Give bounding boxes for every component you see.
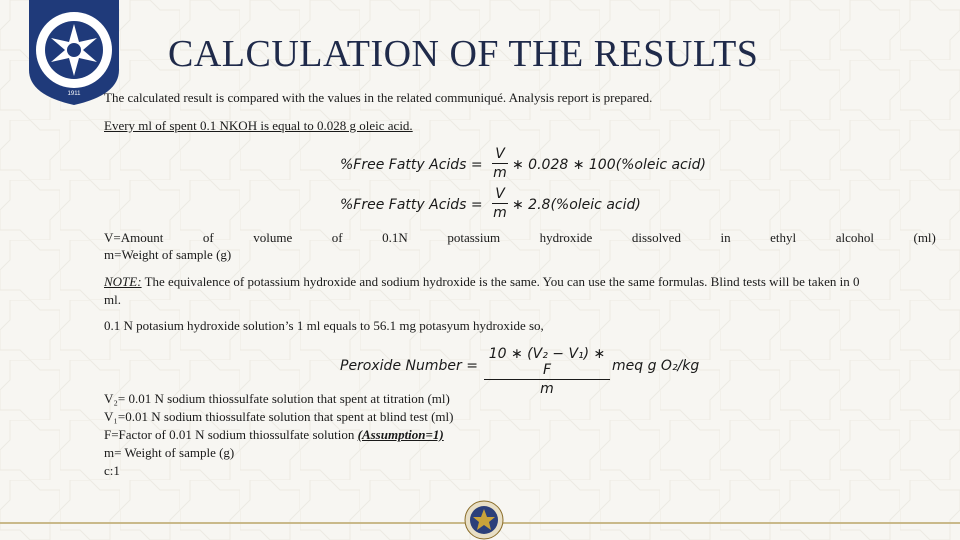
note-text: The equivalence of potassium hydroxide and sodium hydroxide is the same. You can use the same formulas. Blind tests will be taken in 0 <box>141 274 860 289</box>
v1-definition: V₁=0.01 N sodium thiossulfate solution that spent at blind test (ml) <box>104 409 454 424</box>
v2-definition: V₂= 0.01 N sodium thiossulfate solution that spent at titration (ml) <box>104 391 450 406</box>
m-definition: m=Weight of sample (g) <box>104 247 232 262</box>
svg-text:1911: 1911 <box>67 91 81 97</box>
m-definition-2: m= Weight of sample (g) <box>104 445 235 460</box>
koh-equivalence: Every ml of spent 0.1 NKOH is equal to 0.028 g oleic acid. <box>104 118 413 133</box>
note-label: NOTE: <box>104 274 142 289</box>
note-line <box>104 274 859 290</box>
footer-seal-icon <box>464 500 504 540</box>
f-definition: F=Factor of 0.01 N sodium thiossulfate solution (Assumption=1) <box>104 427 444 442</box>
note-continuation: ml. <box>104 292 121 307</box>
slide-title: CALCULATION OF THE RESULTS <box>168 33 759 75</box>
v-definition: V=Amount of volume of 0.1N potassium hydroxide dissolved in ethyl alcohol (ml) <box>104 230 936 245</box>
c-definition: c:1 <box>104 463 120 478</box>
potassium-line: 0.1 N potasium hydroxide solution’s 1 ml equals to 56.1 mg potasyum hydroxide so, <box>104 318 544 333</box>
intro-text: The calculated result is compared with the values in the related communiqué. Analysis report is prepared. <box>104 90 653 105</box>
assumption-text: (Assumption=1) <box>357 427 444 442</box>
